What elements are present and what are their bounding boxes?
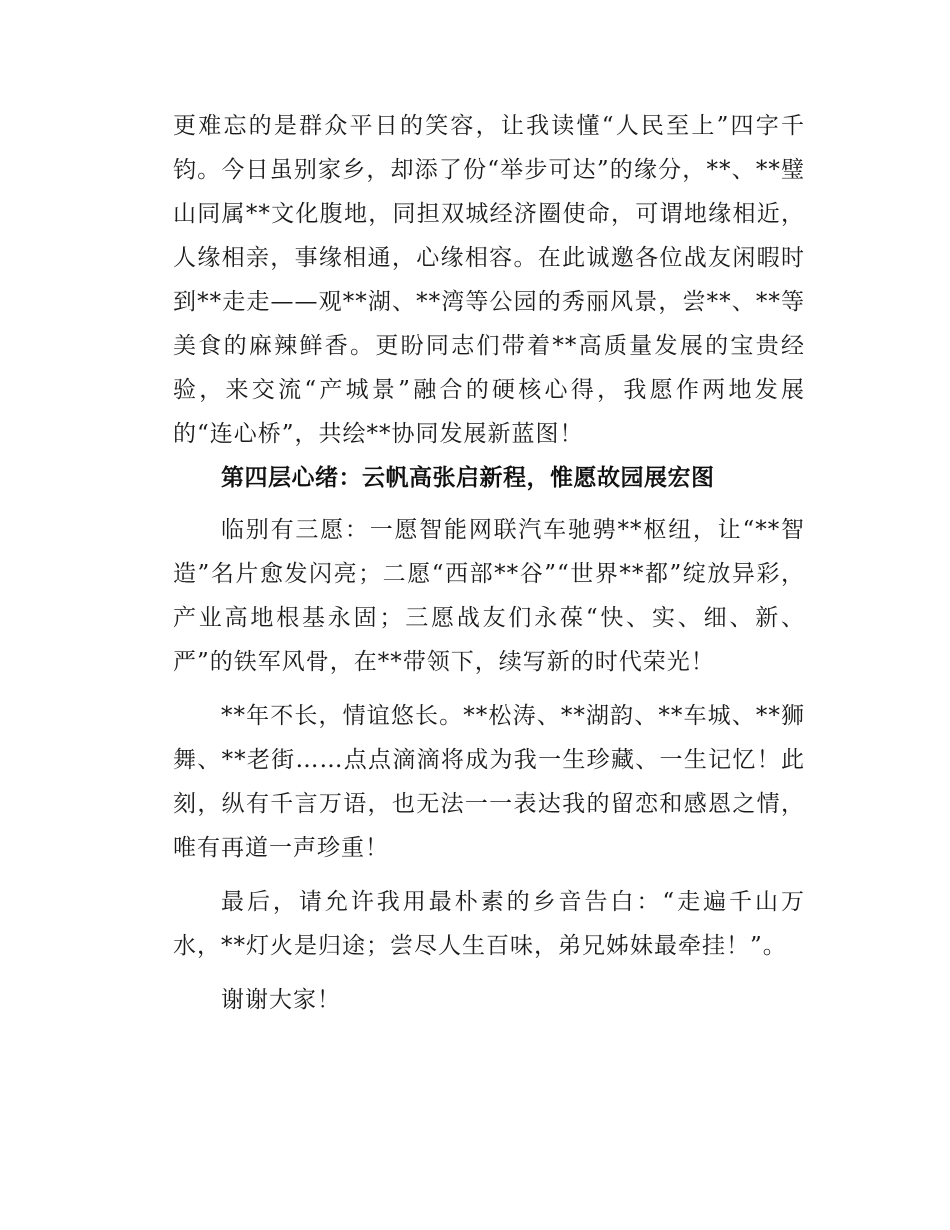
paragraph-closing-words: 最后，请允许我用最朴素的乡音告白：“走遍千山万水，**灯火是归途；尝尽人生百味，弟兄姊妹最牵挂！”。 <box>173 889 805 959</box>
document-body <box>173 104 805 1022</box>
paragraph-thanks: 谢谢大家！ <box>221 987 341 1013</box>
paragraph-invitation: 更难忘的是群众平日的笑容，让我读懂“人民至上”四字千钧。今日虽别家乡，却添了份“举步可达”的缘分，**、**璧山同属**文化腹地，同担双城经济圈使命，可谓地缘相近，人缘相亲，事缘相通，心缘相容。在此诚邀各位战友闲暇时到**走走——观**湖、**湾等公园的秀丽风景，尝**、**等美食的麻辣鲜香。更盼同志们带着**高质量发展的宝贵经验，来交流“产城景”融合的硬核心得，我愿作两地发展的“连心桥”，共绘**协同发展新蓝图！ <box>173 113 805 447</box>
paragraph-memories: **年不长，情谊悠长。**松涛、**湖韵、**车城、**狮舞、**老街……点点滴滴将成为我一生珍藏、一生记忆！此刻，纵有千言万语，也无法一一表达我的留恋和感恩之情，唯有再道一声珍重！ <box>173 703 805 861</box>
section-heading: 第四层心绪：云帆高张启新程，惟愿故园展宏图 <box>221 465 715 491</box>
paragraph-three-wishes: 临别有三愿：一愿智能网联汽车驰骋**枢纽，让“**智造”名片愈发闪亮；二愿“西部**谷”“世界**都”绽放异彩，产业高地根基永固；三愿战友们永葆“快、实、细、新、严”的铁军风骨，在**带领下，续写新的时代荣光！ <box>173 517 805 675</box>
